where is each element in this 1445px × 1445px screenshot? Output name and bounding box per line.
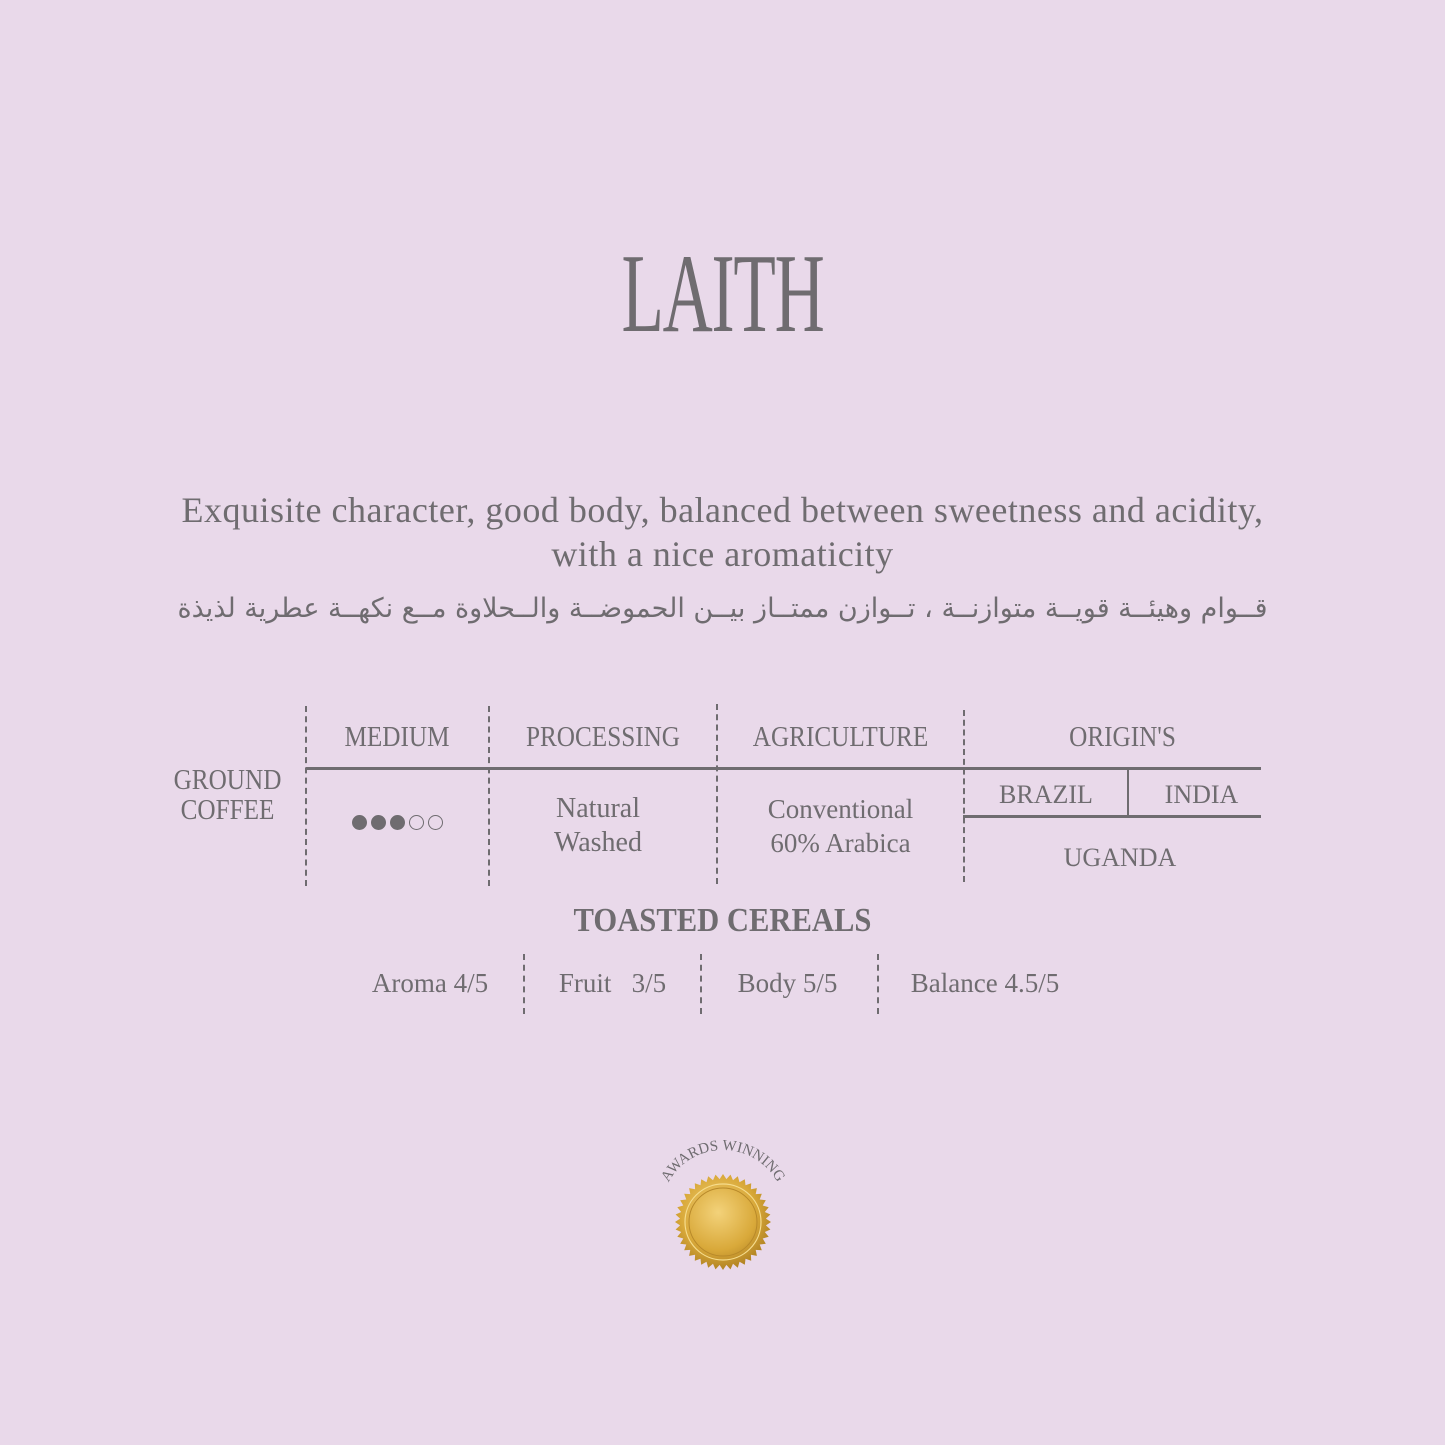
filled-dot-icon <box>371 815 386 830</box>
divider <box>700 954 702 1014</box>
origin-uganda: UGANDA <box>1063 843 1177 872</box>
score-fruit: Fruit 3/5 <box>558 968 667 998</box>
divider <box>877 954 879 1014</box>
processing-line2: Washed <box>554 827 642 858</box>
description-english: Exquisite character, good body, balanced between sweetness and acidity, with a nice aromaticity <box>181 490 1264 574</box>
brand-logo: LAITH <box>621 232 824 356</box>
origin-brazil: BRAZIL <box>999 780 1093 809</box>
flavor-profile: TOASTED CEREALS <box>573 902 872 939</box>
processing-value <box>490 792 706 860</box>
processing-line1: Natural <box>556 793 640 824</box>
badge-text: AWARDS WINNING <box>658 1140 788 1185</box>
origin-rule <box>963 815 1261 818</box>
award-seal-icon <box>643 1140 803 1280</box>
header-rule <box>306 767 1261 770</box>
empty-dot-icon <box>428 815 443 830</box>
score-body: Body 5/5 <box>737 968 838 998</box>
origins-header: ORIGIN'S <box>1069 722 1176 753</box>
filled-dot-icon <box>390 815 405 830</box>
product-type: GROUND COFFEE <box>173 765 282 826</box>
filled-dot-icon <box>352 815 367 830</box>
roast-level-indicator <box>306 815 488 835</box>
origin-india: INDIA <box>1164 780 1239 809</box>
agriculture-line2: 60% Arabica <box>770 828 911 858</box>
agriculture-line1: Conventional <box>767 794 914 824</box>
divider <box>523 954 525 1014</box>
score-balance: Balance 4.5/5 <box>910 968 1060 998</box>
processing-header: PROCESSING <box>525 722 681 753</box>
divider <box>305 706 307 886</box>
agriculture-value <box>718 792 963 860</box>
agriculture-header: AGRICULTURE <box>752 722 929 753</box>
empty-dot-icon <box>409 815 424 830</box>
score-aroma: Aroma 4/5 <box>371 968 489 998</box>
medium-header: MEDIUM <box>344 722 450 753</box>
description-arabic: قــوام وهيئــة قويــة متوازنــة ، تــوازن ممتــاز بيــن الحموضــة والــحلاوة مــع نكهــة عطرية لذيذة <box>177 593 1268 624</box>
